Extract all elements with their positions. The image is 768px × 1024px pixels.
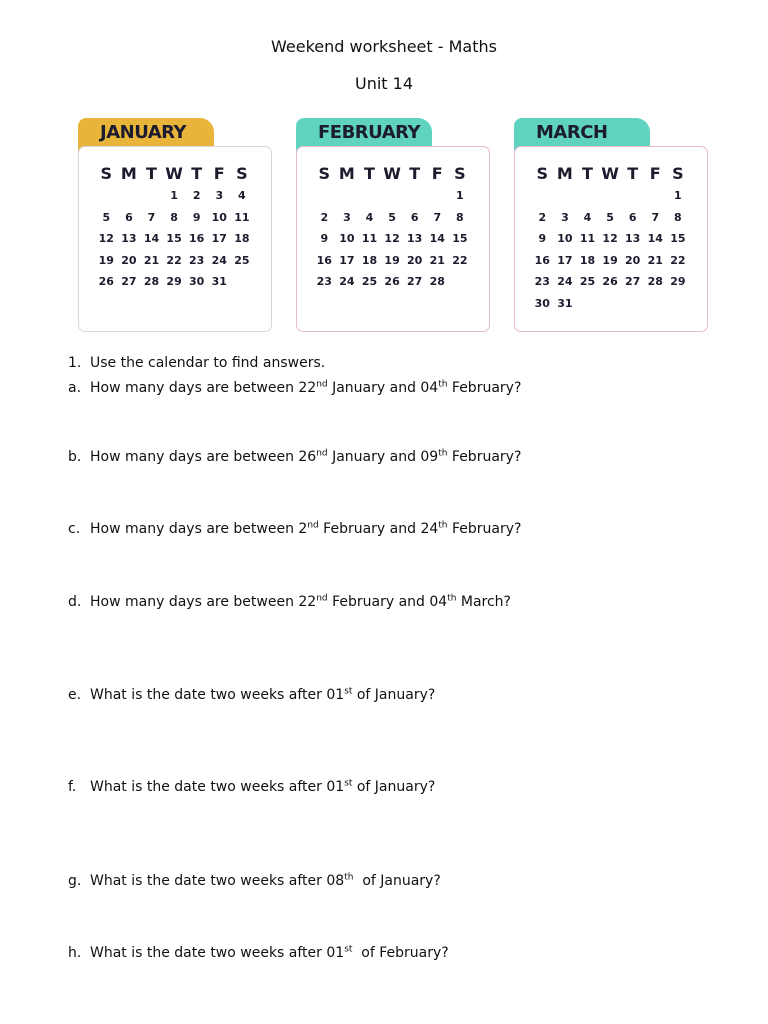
calendar-day: 17 (339, 253, 355, 267)
question-text: February? (447, 380, 522, 396)
ordinal-suffix: st (344, 686, 353, 697)
calendar-grid (313, 161, 473, 293)
calendar-day: 2 (538, 210, 547, 224)
weekday-label: T (582, 163, 593, 183)
calendar-day: 21 (429, 253, 445, 267)
weekday-label: T (191, 163, 203, 183)
question-marker: g. (68, 873, 82, 889)
question-marker: 1. (68, 355, 82, 371)
calendar-day: 28 (429, 275, 445, 289)
question-marker: e. (68, 687, 82, 703)
calendar-day: 29 (166, 275, 182, 289)
calendar-day: 11 (361, 232, 378, 246)
calendar-day: 26 (384, 275, 400, 289)
question-marker: h. (68, 945, 82, 961)
weekday-header-row (313, 161, 473, 185)
unit-label: Unit 14 (354, 74, 413, 93)
question-text: What is the date two weeks after 01 (90, 945, 345, 961)
calendar-day: 13 (625, 232, 641, 246)
calendar-day: 29 (670, 275, 686, 289)
weekday-label: M (120, 163, 137, 183)
calendar-day: 22 (166, 253, 182, 267)
question-e (68, 687, 435, 703)
calendar-day: 3 (215, 189, 224, 203)
question-d (68, 594, 511, 610)
calendar-day: 14 (143, 232, 160, 246)
calendar-day: 15 (670, 232, 686, 246)
weekday-label: T (146, 163, 157, 183)
question-text: What is the date two weeks after 08 (90, 873, 345, 889)
calendar-day: 5 (606, 210, 614, 224)
calendar-day: 10 (211, 210, 227, 224)
calendar-day: 21 (647, 253, 663, 267)
month-tab: MARCH (514, 118, 650, 152)
question-b (68, 449, 521, 465)
weekday-label: M (556, 163, 573, 183)
weekday-label: F (213, 163, 225, 183)
weekday-label: S (318, 163, 331, 183)
calendar-day: 23 (189, 253, 205, 267)
calendar-day: 19 (98, 253, 114, 267)
calendar-day: 9 (538, 232, 547, 246)
ordinal-suffix: th (438, 379, 448, 390)
month-tab: FEBRUARY (296, 118, 432, 152)
calendar-day: 31 (211, 275, 227, 289)
calendar-card (296, 146, 490, 332)
calendar-day: 23 (316, 275, 332, 289)
ordinal-suffix: nd (316, 593, 328, 604)
calendar-card (78, 146, 272, 332)
weekday-label: S (100, 163, 113, 183)
weekday-label: M (338, 163, 355, 183)
calendar-day: 12 (602, 232, 618, 246)
week-row (313, 207, 473, 229)
calendar-day: 25 (579, 275, 596, 289)
weekday-label: F (431, 163, 443, 183)
calendar-day: 22 (670, 253, 686, 267)
question-text: How many days are between 22 (90, 594, 317, 610)
week-row (313, 228, 473, 250)
calendar-day: 3 (561, 210, 569, 224)
question-text: March? (456, 594, 511, 610)
question-text: January and 09 (327, 449, 439, 465)
question-c (68, 521, 521, 537)
weekday-label: S (454, 163, 466, 183)
calendar-day: 6 (628, 210, 637, 224)
calendar-day: 11 (234, 210, 250, 224)
week-row (95, 207, 255, 229)
ordinal-suffix: th (438, 448, 448, 459)
calendar-day: 15 (166, 232, 182, 246)
worksheet-title: Weekend worksheet - Maths (271, 37, 497, 56)
calendar-day: 18 (361, 253, 378, 267)
question-text: What is the date two weeks after 01 (90, 779, 345, 795)
calendar-day: 7 (433, 210, 442, 224)
calendar-day: 27 (407, 275, 423, 289)
calendar-day: 9 (192, 210, 201, 224)
calendar-day: 19 (602, 253, 618, 267)
calendar-day: 1 (456, 189, 464, 203)
calendar-day: 8 (456, 210, 464, 224)
calendar-day: 4 (365, 210, 374, 224)
calendar-day: 26 (98, 275, 114, 289)
question-marker: f. (68, 779, 77, 795)
weekday-label: W (383, 163, 401, 183)
week-row (531, 271, 691, 293)
calendar-day: 6 (125, 210, 133, 224)
question-f (68, 779, 435, 795)
week-row (313, 271, 473, 293)
calendar-day: 24 (211, 253, 227, 267)
weekday-label: T (409, 163, 421, 183)
question-text: How many days are between 22 (90, 380, 317, 396)
calendar-day: 25 (361, 275, 378, 289)
weekday-header-row (95, 161, 255, 185)
calendar-day: 4 (583, 210, 592, 224)
calendar-january (78, 118, 274, 334)
calendar-day: 23 (534, 275, 550, 289)
calendar-day: 20 (407, 253, 423, 267)
calendar-day: 24 (557, 275, 573, 289)
calendar-day: 16 (534, 253, 550, 267)
calendar-grid (95, 161, 255, 293)
week-row (95, 250, 255, 272)
month-tab: JANUARY (78, 118, 214, 152)
calendar-day: 20 (625, 253, 641, 267)
calendar-day: 13 (407, 232, 423, 246)
calendar-day: 14 (647, 232, 663, 246)
calendar-day: 12 (98, 232, 114, 246)
ordinal-suffix: th (438, 520, 448, 531)
calendar-day: 30 (534, 296, 550, 310)
calendar-day: 22 (452, 253, 468, 267)
question-text: February and 04 (327, 594, 448, 610)
calendar-day: 1 (170, 189, 178, 203)
question-g (68, 873, 441, 889)
calendar-day: 12 (384, 232, 400, 246)
question-text: How many days are between 2 (90, 521, 308, 537)
calendar-day: 2 (192, 189, 201, 203)
question-text: What is the date two weeks after 01 (90, 687, 345, 703)
calendar-day: 14 (429, 232, 445, 246)
calendar-day: 8 (674, 210, 682, 224)
calendar-march (514, 118, 710, 334)
ordinal-suffix: st (344, 944, 353, 955)
calendar-day: 10 (339, 232, 355, 246)
week-row (313, 250, 473, 272)
week-row (531, 250, 691, 272)
calendar-day: 26 (602, 275, 618, 289)
question-marker: b. (68, 449, 82, 465)
calendar-day: 15 (452, 232, 468, 246)
week-row (531, 207, 691, 229)
calendar-card (514, 146, 708, 332)
question-text: February? (447, 521, 522, 537)
week-row (531, 293, 691, 315)
week-row (95, 185, 255, 207)
question-text: February? (447, 449, 522, 465)
ordinal-suffix: th (344, 872, 354, 883)
question-text: of January? (352, 779, 436, 795)
question-text: of January? (352, 687, 436, 703)
calendar-day: 17 (211, 232, 227, 246)
question-text: January and 04 (327, 380, 439, 396)
calendar-day: 7 (651, 210, 660, 224)
question-text: Use the calendar to find answers. (90, 355, 326, 371)
question-text: February and 24 (318, 521, 439, 537)
calendar-day: 17 (557, 253, 573, 267)
calendar-day: 30 (189, 275, 205, 289)
calendar-day: 27 (625, 275, 641, 289)
question-text: of January? (353, 873, 441, 889)
weekday-label: S (536, 163, 549, 183)
question-intro (68, 355, 325, 371)
ordinal-suffix: nd (307, 520, 319, 531)
calendar-day: 1 (674, 189, 682, 203)
calendar-february (296, 118, 492, 334)
calendar-day: 8 (170, 210, 178, 224)
calendar-day: 5 (102, 210, 111, 224)
calendar-day: 7 (147, 210, 156, 224)
question-marker: d. (68, 594, 82, 610)
week-row (531, 185, 691, 207)
question-text: of February? (352, 945, 449, 961)
calendar-day: 19 (384, 253, 400, 267)
question-h (68, 945, 449, 961)
calendar-day: 3 (343, 210, 351, 224)
calendar-day: 18 (579, 253, 596, 267)
weekday-label: W (601, 163, 619, 183)
question-a (68, 380, 521, 396)
calendar-day: 5 (388, 210, 396, 224)
calendar-day: 9 (320, 232, 329, 246)
week-row (313, 185, 473, 207)
calendar-day: 31 (557, 296, 573, 310)
weekday-label: F (649, 163, 661, 183)
weekday-label: T (627, 163, 639, 183)
question-marker: c. (68, 521, 81, 537)
calendar-day: 20 (121, 253, 137, 267)
calendar-day: 28 (647, 275, 663, 289)
calendar-day: 2 (320, 210, 329, 224)
calendar-day: 18 (234, 232, 250, 246)
calendar-day: 21 (143, 253, 160, 267)
calendar-day: 28 (143, 275, 160, 289)
weekday-header-row (531, 161, 691, 185)
calendar-day: 4 (238, 189, 246, 203)
weekday-label: T (364, 163, 375, 183)
calendar-day: 13 (121, 232, 137, 246)
calendar-grid (531, 161, 691, 314)
calendar-day: 25 (234, 253, 250, 267)
calendar-day: 6 (410, 210, 419, 224)
weekday-label: W (165, 163, 183, 183)
calendar-day: 24 (339, 275, 355, 289)
calendar-day: 27 (121, 275, 137, 289)
calendar-day: 11 (579, 232, 596, 246)
week-row (531, 228, 691, 250)
calendar-day: 16 (189, 232, 205, 246)
weekday-label: S (236, 163, 248, 183)
week-row (95, 271, 255, 293)
ordinal-suffix: nd (316, 448, 328, 459)
weekday-label: S (672, 163, 684, 183)
calendar-day: 10 (557, 232, 573, 246)
question-text: How many days are between 26 (90, 449, 317, 465)
week-row (95, 228, 255, 250)
ordinal-suffix: st (344, 778, 353, 789)
ordinal-suffix: th (447, 593, 457, 604)
ordinal-suffix: nd (316, 379, 328, 390)
question-marker: a. (68, 380, 82, 396)
calendar-day: 16 (316, 253, 332, 267)
